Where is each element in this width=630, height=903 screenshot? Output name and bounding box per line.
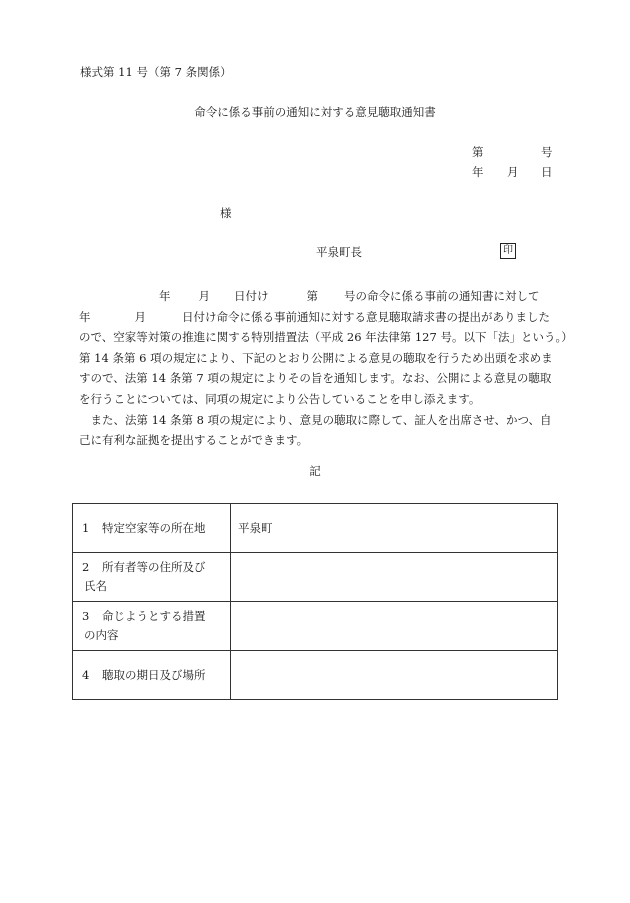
body-number-prefix: 第 [306, 289, 318, 303]
body-dated: 日付け [234, 289, 269, 303]
table-row [73, 602, 558, 651]
item-label-text-cont: の内容 [84, 628, 119, 642]
body-line [79, 307, 554, 328]
item-label-measures [73, 602, 231, 651]
item-value-hearing [231, 651, 558, 700]
item-label-text: 特定空家等の所在地 [102, 520, 206, 535]
body-line: また、法第 14 条第 8 項の規定により、意見の聴取に際して、証人を出席させ、かつ、自 [79, 412, 552, 427]
body-line: すので、法第 14 条第 7 項の規定によりその旨を通知します。なお、公開による意見の聴取 [79, 371, 552, 386]
body-line: ので、空家等対策の推進に関する特別措置法（平成 26 年法律第 127 号。以下「法」という。） [79, 330, 573, 345]
date-day-label: 日 [541, 165, 553, 179]
form-number: 様式第 11 号（第 7 条関係） [80, 65, 232, 79]
body-line [79, 286, 554, 307]
item-label-text-cont: 氏名 [84, 579, 107, 593]
body-line-2-text: 日付け命令に係る事前通知に対する意見聴取請求書の提出がありました [182, 309, 550, 324]
table-row [73, 651, 558, 700]
body-line-1-text: 号の命令に係る事前の通知書に対して [344, 289, 540, 303]
date-month-label: 月 [507, 165, 519, 179]
item-label-text: 聴取の期日及び場所 [102, 667, 206, 682]
body-line: 第 14 条第 6 項の規定により、下記のとおり公開による意見の聴取を行うため出頭を求めま [79, 350, 553, 365]
item-number: 2 [82, 560, 90, 574]
item-number: 3 [82, 609, 90, 623]
item-value-measures [231, 602, 558, 651]
item-label-text: 所有者等の住所及び [102, 560, 206, 574]
ki-heading: 記 [309, 464, 321, 478]
table-row [73, 553, 558, 602]
document-title: 命令に係る事前の通知に対する意見聴取通知書 [194, 105, 436, 119]
date-year-label: 年 [472, 165, 484, 179]
item-label-text: 命じようとする措置 [102, 609, 206, 623]
item-value-owner [231, 553, 558, 602]
body-line: 己に有利な証拠を提出することができます。 [79, 433, 309, 448]
item-label-location [73, 504, 231, 553]
body-line: を行うことについては、同項の規定により公告していることを申し添えます。 [79, 391, 481, 406]
table-row [73, 504, 558, 553]
reference-number-prefix: 第 [472, 145, 484, 159]
details-table [72, 503, 558, 700]
body-year: 年 [159, 289, 171, 303]
item-label-owner [73, 553, 231, 602]
seal-mark: 印 [500, 243, 516, 259]
body-month: 月 [198, 289, 210, 303]
body-year: 年 [79, 309, 91, 324]
item-number: 4 [82, 667, 90, 682]
notice-body [79, 286, 573, 451]
item-label-hearing [73, 651, 231, 700]
addressee-honorific: 様 [220, 206, 232, 220]
sender-name: 平泉町長 [316, 245, 362, 259]
item-value-location: 平泉町 [231, 504, 558, 553]
item-number: 1 [82, 520, 90, 535]
reference-number-suffix: 号 [541, 145, 553, 159]
body-month: 月 [134, 309, 146, 324]
